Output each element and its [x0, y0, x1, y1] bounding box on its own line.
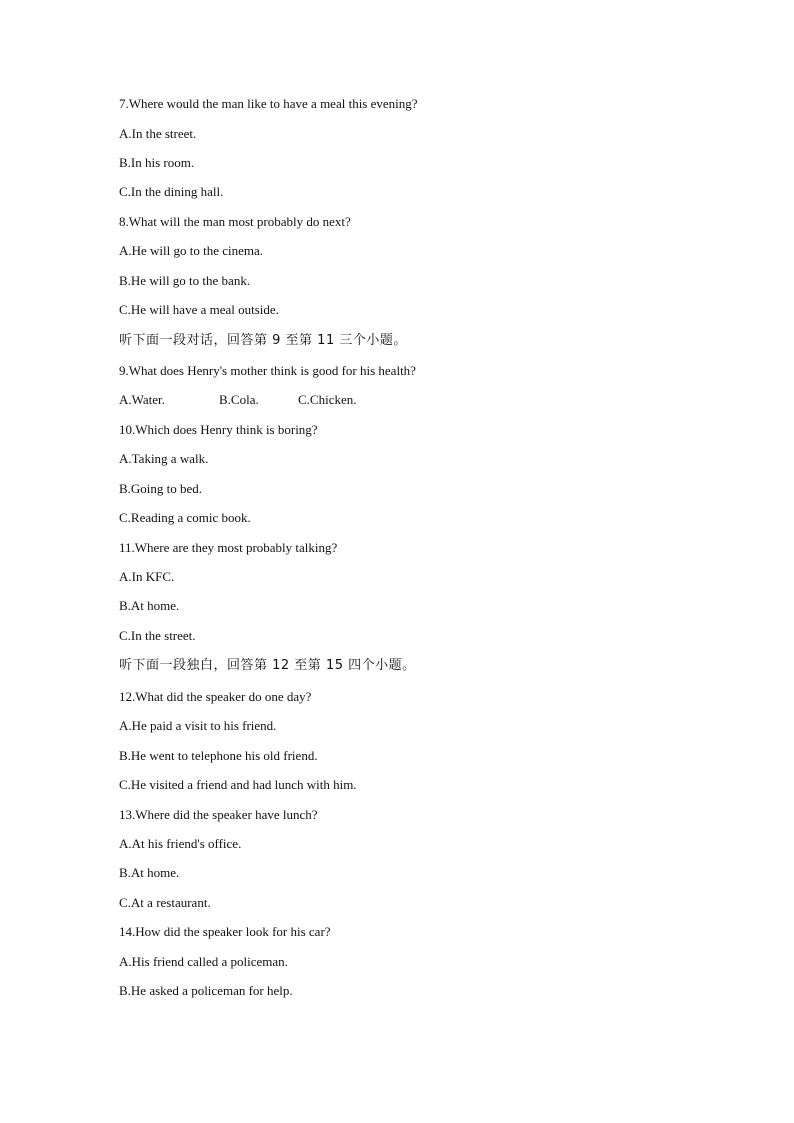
question-11-option-a: A.In KFC. — [119, 569, 175, 584]
question-11-option-c: C.In the street. — [119, 628, 196, 643]
question-12-option-a: A.He paid a visit to his friend. — [119, 718, 277, 733]
question-7-option-a: A.In the street. — [119, 126, 197, 141]
question-14-option-b: B.He asked a policeman for help. — [119, 983, 293, 998]
question-8-option-a: A.He will go to the cinema. — [119, 243, 264, 258]
question-13-option-c: C.At a restaurant. — [119, 895, 211, 910]
question-10-option-a: A.Taking a walk. — [119, 451, 209, 466]
question-10-option-c: C.Reading a comic book. — [119, 510, 251, 525]
question-13-option-a: A.At his friend's office. — [119, 836, 242, 851]
question-8-option-b: B.He will go to the bank. — [119, 273, 251, 288]
question-11: 11.Where are they most probably talking? — [119, 540, 338, 555]
question-14-option-a: A.His friend called a policeman. — [119, 954, 288, 969]
question-13: 13.Where did the speaker have lunch? — [119, 807, 318, 822]
question-12-option-c: C.He visited a friend and had lunch with him. — [119, 777, 357, 792]
question-7-option-b: B.In his room. — [119, 155, 195, 170]
question-11-option-b: B.At home. — [119, 598, 180, 613]
question-14: 14.How did the speaker look for his car? — [119, 924, 331, 939]
question-9-option-c: C.Chicken. — [298, 392, 357, 407]
section-instruction-dialogue: 听下面一段对话，回答第 9 至第 11 三个小题。 — [119, 333, 407, 348]
question-10: 10.Which does Henry think is boring? — [119, 422, 318, 437]
question-9-option-b: B.Cola. — [219, 392, 259, 407]
question-8: 8.What will the man most probably do next? — [119, 214, 351, 229]
question-8-option-c: C.He will have a meal outside. — [119, 302, 279, 317]
question-12-option-b: B.He went to telephone his old friend. — [119, 748, 318, 763]
question-9: 9.What does Henry's mother think is good for his health? — [119, 363, 416, 378]
question-10-option-b: B.Going to bed. — [119, 481, 203, 496]
question-12: 12.What did the speaker do one day? — [119, 689, 312, 704]
question-13-option-b: B.At home. — [119, 865, 180, 880]
question-7-option-c: C.In the dining hall. — [119, 184, 224, 199]
question-9-option-a: A.Water. — [119, 392, 165, 407]
section-instruction-monologue: 听下面一段独白，回答第 12 至第 15 四个小题。 — [119, 658, 416, 673]
question-7: 7.Where would the man like to have a meal this evening? — [119, 96, 418, 111]
question-9-options — [119, 392, 357, 408]
